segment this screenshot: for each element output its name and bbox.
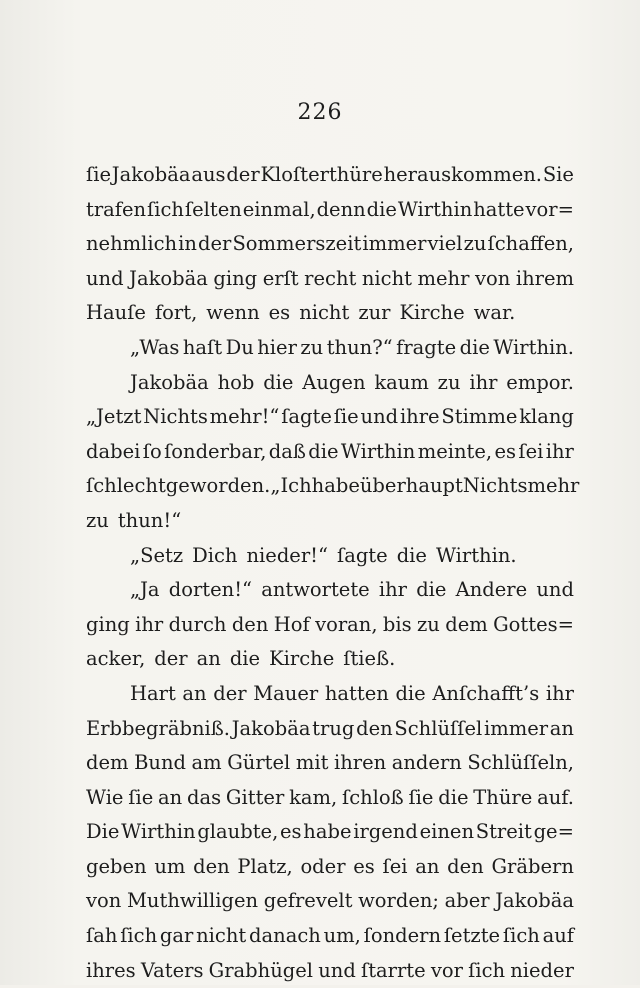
word: nicht: [361, 266, 412, 290]
text-line: [86, 954, 574, 988]
word: es: [494, 439, 517, 463]
word: gefrevelt: [263, 889, 353, 913]
word: Kirche: [399, 301, 465, 325]
word: trug: [312, 716, 355, 740]
word: ſagte: [336, 543, 388, 567]
word: der: [226, 163, 260, 186]
word: die: [416, 578, 447, 602]
word: bis: [382, 612, 412, 636]
word: die: [459, 335, 490, 359]
word: an: [415, 854, 440, 878]
word: Hart: [130, 681, 176, 705]
word: Erbbegräbniß.: [86, 716, 230, 740]
word: war.: [473, 301, 516, 325]
word: mehr!“: [209, 405, 280, 429]
word: ſtieß.: [343, 647, 396, 671]
word: am: [191, 751, 222, 775]
word: worden;: [358, 889, 439, 913]
word: an: [196, 647, 221, 671]
word: die: [366, 197, 397, 221]
text-line: [86, 400, 574, 435]
word: und: [536, 578, 574, 602]
word: recht: [304, 266, 357, 290]
word: in: [178, 232, 197, 256]
word: die: [308, 439, 339, 463]
word: durch: [168, 612, 227, 636]
word: ſei: [518, 439, 544, 463]
word: überhaupt: [359, 474, 463, 498]
word: ging: [86, 612, 130, 636]
word: „Was: [130, 335, 180, 359]
word: die: [229, 647, 261, 671]
word: aus: [191, 163, 226, 186]
word: erſt: [262, 266, 299, 290]
word: Nichts: [462, 474, 528, 498]
word: zu: [86, 508, 109, 532]
text-line: [86, 919, 574, 954]
word: den: [231, 612, 269, 636]
word: Jakobäa: [130, 370, 209, 394]
word: irgend: [353, 820, 418, 844]
word: Gottes=: [493, 612, 574, 636]
word: ihr: [545, 681, 574, 705]
word: Andere: [455, 578, 528, 602]
word: Grabhügel: [208, 958, 314, 982]
word: ſich: [147, 197, 184, 221]
word: acker,: [86, 647, 146, 671]
word: Streit: [475, 820, 532, 844]
word: mehr: [417, 266, 470, 290]
word: glaubte,: [197, 820, 279, 844]
word: fort,: [154, 301, 198, 325]
word: von: [474, 266, 511, 290]
word: und: [360, 405, 399, 429]
body-text: [86, 158, 580, 988]
word: es: [280, 820, 302, 844]
word: ſtarrte: [360, 958, 426, 982]
word: den: [193, 854, 230, 878]
word: der: [198, 232, 232, 256]
word: dem: [445, 612, 488, 636]
word: thun!“: [117, 508, 182, 532]
word: nicht: [196, 924, 247, 948]
word: dem: [86, 751, 129, 775]
text-line: [86, 296, 574, 331]
word: mehr: [527, 474, 580, 498]
word: Wirthin.: [493, 335, 574, 359]
word: und: [86, 266, 124, 290]
word: hatten: [324, 681, 389, 705]
word: klang: [519, 405, 574, 429]
word: kam,: [289, 785, 338, 809]
text-line: [86, 469, 580, 504]
word: um: [154, 854, 186, 878]
word: ſagte: [281, 405, 332, 429]
word: an: [182, 681, 207, 705]
word: ge=: [533, 820, 574, 844]
word: an: [158, 785, 183, 809]
word: ihrem: [515, 266, 574, 290]
word: Anſchafft’s: [432, 681, 540, 705]
word: gar: [159, 924, 194, 948]
word: Wie: [86, 785, 124, 809]
word: dorten!“: [168, 578, 253, 602]
word: es: [353, 854, 375, 878]
word: Hof: [273, 612, 310, 636]
word: empor.: [506, 370, 574, 394]
word: danach: [249, 924, 321, 948]
word: vor=: [525, 197, 574, 221]
word: Schlüſſel: [394, 716, 483, 740]
word: ihr: [469, 370, 498, 394]
word: zur: [358, 301, 391, 325]
word: ſah: [86, 924, 118, 948]
word: immer: [362, 232, 427, 256]
word: thun?“: [326, 335, 393, 359]
text-line: [86, 366, 574, 401]
page-number: 226: [297, 100, 343, 125]
text-line: [86, 227, 574, 262]
word: ihr: [545, 439, 574, 463]
word: meinte,: [417, 439, 493, 463]
word: habe: [311, 474, 360, 498]
word: Hauſe: [86, 301, 146, 325]
word: Jakobäa: [231, 716, 311, 740]
word: andern: [391, 751, 462, 775]
text-line: [86, 850, 574, 885]
word: Augen: [302, 370, 366, 394]
word: Die: [86, 820, 120, 844]
word: denn: [316, 197, 366, 221]
text-line: [86, 815, 574, 850]
word: haſt: [182, 335, 223, 359]
word: auf: [542, 924, 574, 948]
word: ſo: [142, 439, 162, 463]
text-line: [86, 539, 574, 574]
word: das: [187, 785, 222, 809]
word: Schlüſſeln,: [467, 751, 574, 775]
word: ſich: [120, 924, 158, 948]
word: nicht: [299, 301, 350, 325]
text-line: [86, 746, 574, 781]
word: vor: [430, 958, 463, 982]
word: den: [447, 854, 484, 878]
word: ihres: [86, 958, 136, 982]
word: Stimme: [441, 405, 518, 429]
word: es: [268, 301, 291, 325]
word: die: [395, 681, 426, 705]
word: Jakobäa: [495, 889, 574, 913]
word: geworden.: [165, 474, 271, 498]
text-line: [86, 504, 574, 539]
word: von: [86, 889, 122, 913]
word: Sommerszeit: [232, 232, 362, 256]
word: die: [396, 543, 427, 567]
word: voran,: [315, 612, 378, 636]
text-line: [86, 781, 574, 816]
text-line: [86, 193, 574, 228]
word: ſetzte: [443, 924, 501, 948]
word: der: [213, 681, 247, 705]
word: zu: [463, 232, 487, 256]
word: immer: [483, 716, 549, 740]
word: dabei: [86, 439, 141, 463]
word: Vaters: [140, 958, 204, 982]
word: wenn: [206, 301, 260, 325]
word: an: [549, 716, 574, 740]
word: einen: [419, 820, 474, 844]
word: ſei: [382, 854, 408, 878]
word: ihren: [333, 751, 387, 775]
word: Dich: [192, 543, 238, 567]
word: Bund: [134, 751, 186, 775]
text-line: [86, 435, 574, 470]
word: die: [438, 785, 469, 809]
word: ihr: [378, 578, 408, 602]
word: Du: [225, 335, 254, 359]
word: Wirthin: [397, 197, 473, 221]
word: „Ja: [130, 578, 160, 602]
word: Sie: [542, 163, 574, 186]
word: ſchloß: [341, 785, 404, 809]
word: viel: [427, 232, 463, 256]
word: Kirche: [269, 647, 335, 671]
word: nieder: [510, 958, 574, 982]
word: fragte: [396, 335, 457, 359]
word: Gürtel: [227, 751, 291, 775]
text-line: [86, 608, 574, 643]
word: ſie: [86, 163, 111, 186]
word: Wirthin: [121, 820, 196, 844]
word: zu: [437, 370, 461, 394]
word: trafen: [86, 197, 147, 221]
word: den: [356, 716, 393, 740]
word: ſie: [333, 405, 359, 429]
word: hob: [217, 370, 255, 394]
text-line: [86, 677, 574, 712]
text-line: [86, 262, 574, 297]
word: ſie: [128, 785, 154, 809]
word: ſondern: [363, 924, 442, 948]
word: Gräbern: [491, 854, 574, 878]
text-line: [86, 158, 574, 193]
word: die: [263, 370, 294, 394]
word: antwortete: [261, 578, 370, 602]
word: um,: [323, 924, 361, 948]
word: habe: [303, 820, 352, 844]
word: Muthwilligen: [126, 889, 259, 913]
word: ſie: [408, 785, 434, 809]
word: Gitter: [225, 785, 285, 809]
word: Jakobäa: [111, 163, 191, 186]
word: Wirthin.: [435, 543, 517, 567]
word: herauskommen.: [383, 163, 543, 186]
text-line: [86, 573, 574, 608]
word: ſchlecht: [86, 474, 166, 498]
word: ſelten: [184, 197, 242, 221]
word: „Ich: [270, 474, 312, 498]
word: ſich: [502, 924, 540, 948]
word: nieder!“: [246, 543, 328, 567]
word: ſich: [468, 958, 506, 982]
word: zu: [417, 612, 440, 636]
word: einmal,: [242, 197, 316, 221]
word: daß: [268, 439, 306, 463]
word: und: [318, 958, 356, 982]
text-line: [86, 712, 574, 747]
word: ſchaffen,: [487, 232, 574, 256]
word: hier: [257, 335, 297, 359]
text-line: [86, 884, 574, 919]
word: „Jetzt: [86, 405, 142, 429]
word: Wirthin: [340, 439, 416, 463]
word: zu: [300, 335, 324, 359]
text-line: [86, 331, 574, 366]
word: Thüre: [473, 785, 533, 809]
word: Nichts: [143, 405, 208, 429]
word: Mauer: [253, 681, 319, 705]
word: Platz,: [237, 854, 293, 878]
word: ihr: [135, 612, 164, 636]
word: Jakobäa: [129, 266, 208, 290]
word: mit: [295, 751, 329, 775]
word: auf.: [537, 785, 574, 809]
word: ging: [213, 266, 258, 290]
word: hatte: [473, 197, 525, 221]
word: Kloſterthüre: [260, 163, 383, 186]
word: nehmlich: [86, 232, 178, 256]
word: kaum: [374, 370, 429, 394]
word: oder: [300, 854, 346, 878]
word: aber: [444, 889, 490, 913]
word: „Setz: [130, 543, 184, 567]
word: der: [154, 647, 188, 671]
word: geben: [86, 854, 147, 878]
word: ſonderbar,: [164, 439, 267, 463]
word: ihre: [399, 405, 440, 429]
text-line: [86, 642, 574, 677]
